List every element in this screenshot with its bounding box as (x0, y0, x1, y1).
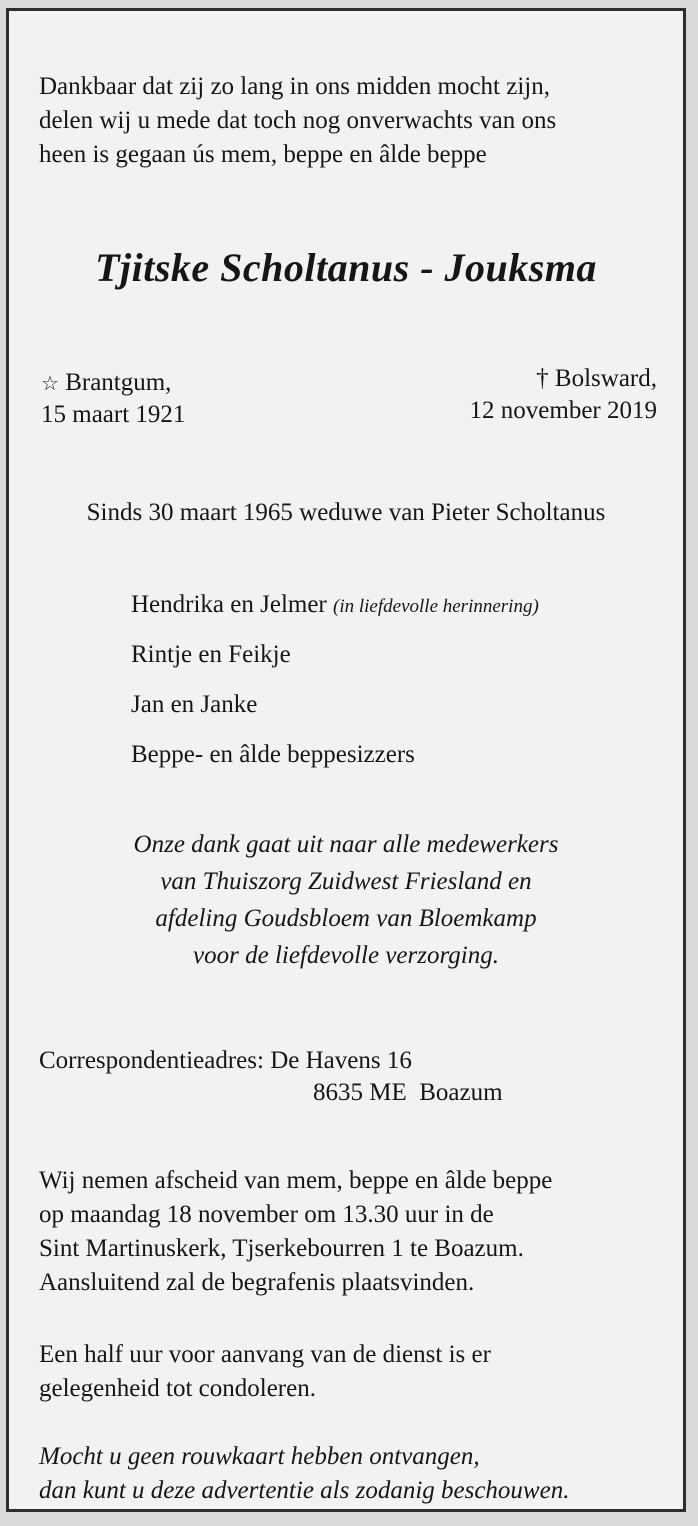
birth-place: Brantgum, (65, 369, 172, 396)
closing-line: Mocht u geen rouwkaart hebben ontvangen, (39, 1443, 480, 1470)
death-date: 12 november 2019 (469, 397, 657, 424)
thanks-line: Onze dank gaat uit naar alle medewerkers (133, 831, 559, 858)
intro-text (39, 71, 556, 173)
star-icon: ☆ (41, 373, 59, 395)
condolence-line: gelegenheid tot condoleren. (39, 1375, 316, 1402)
farewell-line: Wij nemen afscheid van mem, beppe en âlde beppe (39, 1167, 553, 1194)
thanks-line: voor de liefdevolle verzorging. (193, 942, 499, 969)
family-names: Beppe- en âlde beppesizzers (131, 741, 415, 768)
birth-date: 15 maart 1921 (41, 401, 186, 428)
death-info (470, 363, 657, 427)
deceased-name: Tjitske Scholtanus - Jouksma (95, 245, 597, 290)
birth-info (41, 367, 185, 431)
family-names: Rintje en Feikje (131, 641, 291, 668)
cross-icon: † (536, 365, 549, 392)
death-place: Bolsward, (554, 365, 657, 392)
family-note: (in liefdevolle herinnering) (333, 596, 539, 617)
farewell-line: op maandag 18 november om 13.30 uur in de (39, 1201, 494, 1228)
thanks-text (9, 829, 683, 977)
family-names: Hendrika en Jelmer (131, 591, 327, 618)
correspondence-address (39, 1045, 412, 1077)
family-item (131, 689, 539, 739)
death-notice-card (6, 8, 686, 1512)
family-item (131, 639, 539, 689)
widow-line: Sinds 30 maart 1965 weduwe van Pieter Scholtanus (86, 499, 606, 526)
thanks-line: afdeling Goudsbloem van Bloemkamp (155, 905, 537, 932)
closing-text (39, 1441, 569, 1509)
intro-line: heen is gegaan ús mem, beppe en âlde beppe (39, 141, 487, 168)
thanks-line: van Thuiszorg Zuidwest Friesland en (160, 868, 532, 895)
condolence-text (39, 1339, 491, 1407)
correspondence-street: De Havens 16 (270, 1047, 412, 1074)
farewell-line: Sint Martinuskerk, Tjserkebourren 1 te Boazum. (39, 1235, 524, 1262)
intro-line: Dankbaar dat zij zo lang in ons midden mocht zijn, (39, 73, 550, 100)
family-list (131, 589, 539, 789)
family-item (131, 589, 539, 639)
farewell-line: Aansluitend zal de begrafenis plaatsvinden. (39, 1269, 475, 1296)
correspondence-postal-city: 8635 ME Boazum (313, 1079, 503, 1106)
family-names: Jan en Janke (131, 691, 258, 718)
intro-line: delen wij u mede dat toch nog onverwachts van ons (39, 107, 557, 134)
farewell-text (39, 1165, 552, 1301)
condolence-line: Een half uur voor aanvang van de dienst is er (39, 1341, 491, 1368)
family-item (131, 739, 539, 789)
correspondence-label: Correspondentieadres: (39, 1047, 264, 1074)
closing-line: dan kunt u deze advertentie als zodanig beschouwen. (39, 1477, 570, 1504)
